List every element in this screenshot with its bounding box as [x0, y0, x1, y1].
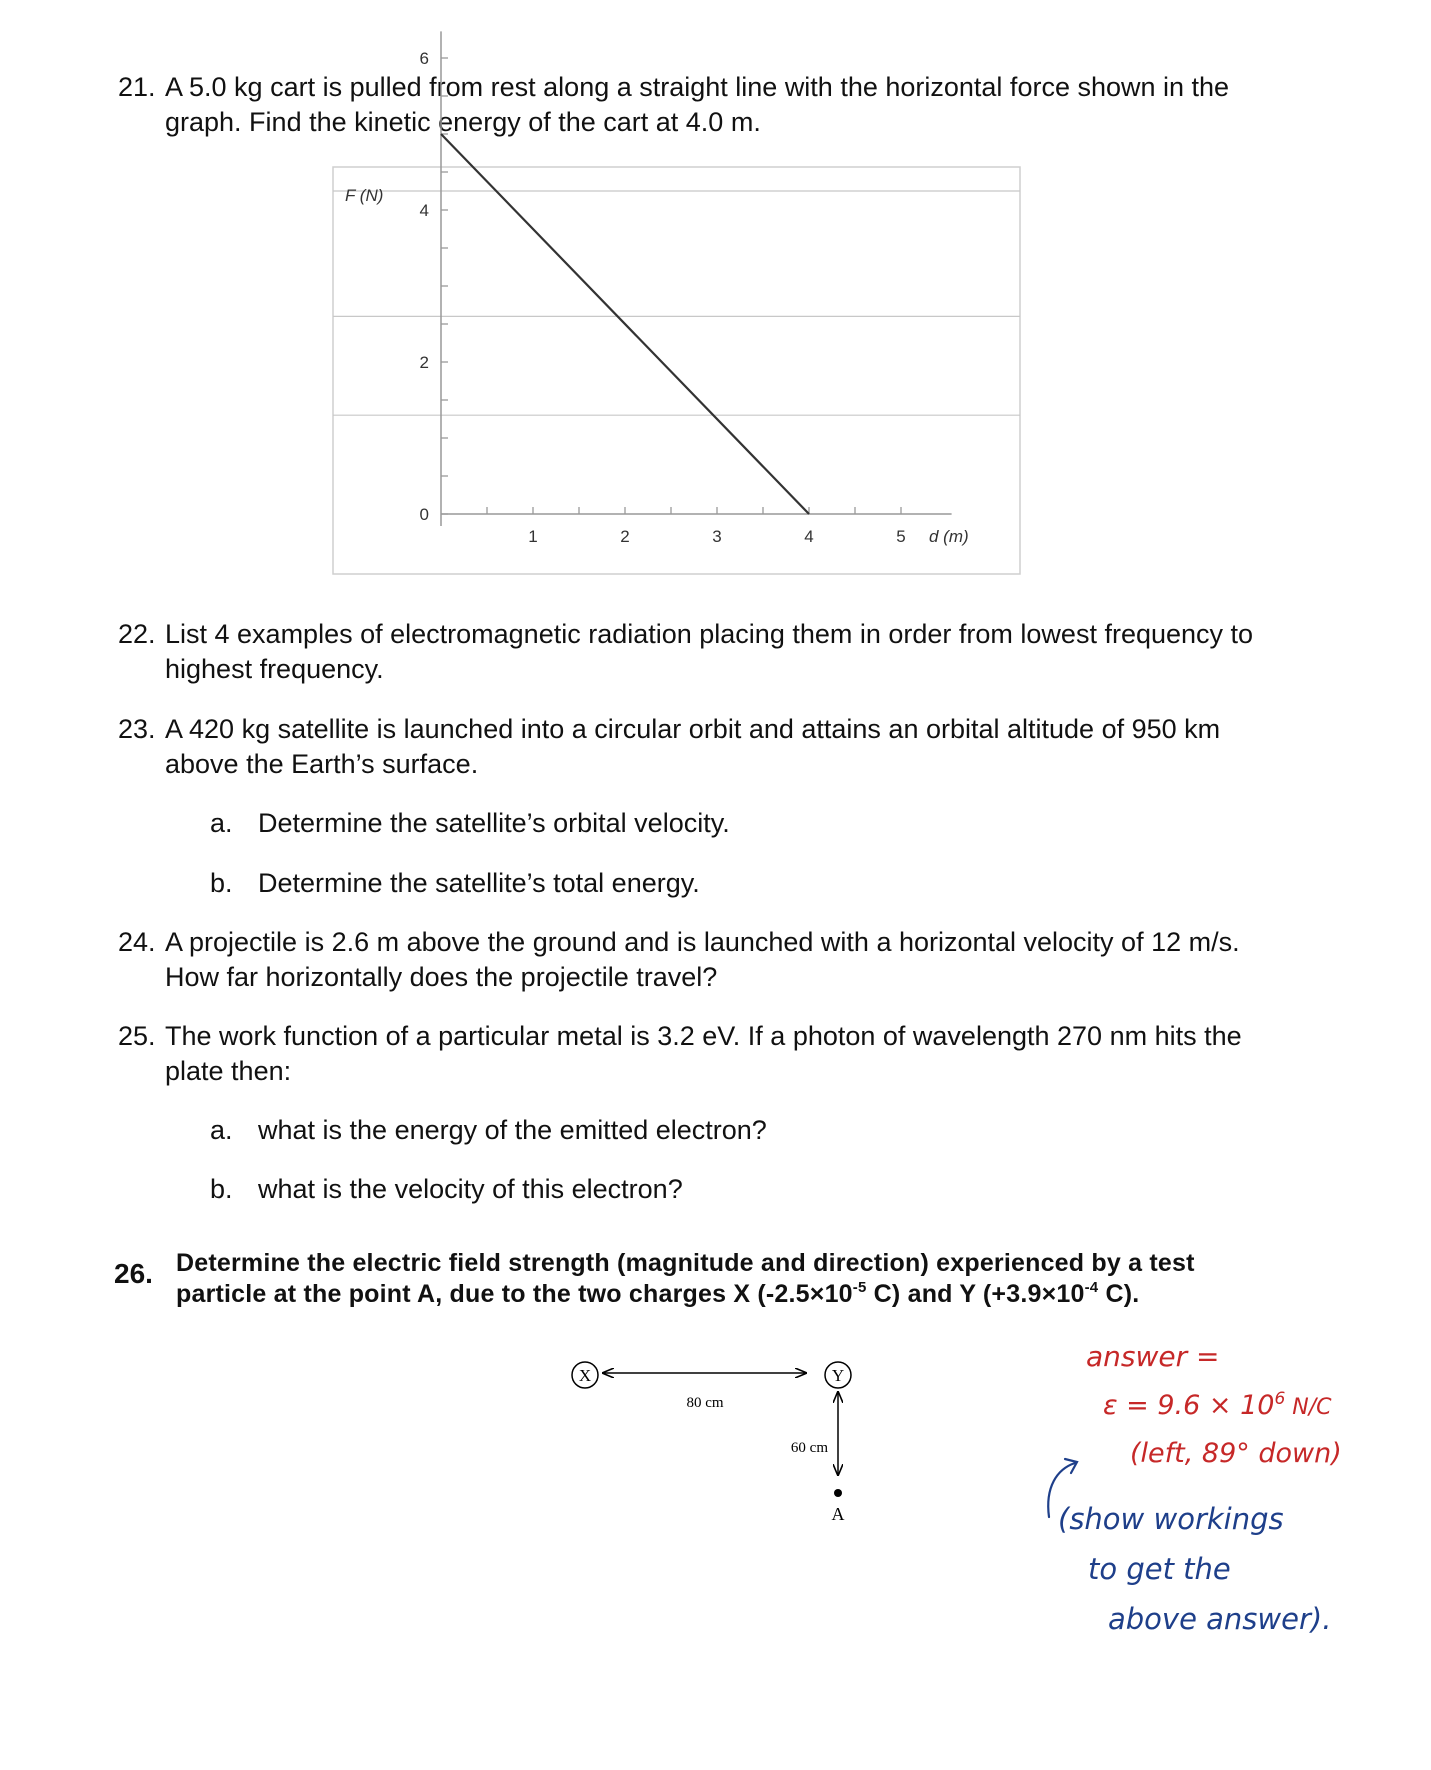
x-tick-label-2: 2: [620, 527, 630, 546]
question-text-line2-c: C).: [1098, 1280, 1140, 1308]
exponent-x: -5: [852, 1279, 867, 1296]
y-tick-label-0: 0: [419, 505, 429, 524]
point-a-dot: [834, 1489, 842, 1497]
answer-value-text: ε = 9.6 × 10: [1103, 1390, 1275, 1421]
question-text: List 4 examples of electromagnetic radiation placing them in order from lowest frequency to highest frequency.: [165, 619, 1254, 684]
question-text: A 5.0 kg cart is pulled from rest along a straight line with the horizontal force shown in the graph. Find the kinetic energy of the cart at 4.0 m.: [165, 72, 1230, 137]
question-number: 25.: [118, 1021, 156, 1051]
exponent-y: -4: [1084, 1279, 1099, 1296]
charge-y-label: Y: [831, 1366, 845, 1385]
question-text-line1: Determine the electric field strength (magnitude and direction) experienced by a test: [176, 1249, 1195, 1277]
part-text: Determine the satellite’s orbital velocity.: [258, 808, 730, 838]
question-22: [118, 617, 1298, 687]
question-23-part-a: [210, 806, 730, 841]
part-text: what is the velocity of this electron?: [258, 1174, 683, 1204]
question-25-part-a: [210, 1113, 767, 1148]
question-number: 23.: [118, 714, 156, 744]
part-label: b.: [210, 868, 233, 898]
question-text: [176, 1248, 1314, 1310]
charge-x-label: X: [578, 1366, 592, 1385]
handwritten-note-line3: above answer).: [1108, 1602, 1332, 1636]
question-text-line2-a: particle at the point A, due to the two charges X (-2.5×10: [176, 1280, 853, 1308]
x-tick-label-4: 4: [804, 527, 814, 546]
charge-diagram: [560, 1350, 880, 1545]
handwritten-note-line2: to get the: [1088, 1552, 1231, 1586]
part-text: Determine the satellite’s total energy.: [258, 868, 700, 898]
question-number: 21.: [118, 72, 156, 102]
x-tick-label-3: 3: [712, 527, 722, 546]
question-21: [118, 70, 1298, 140]
question-number: 26.: [114, 1258, 153, 1289]
y-tick-label-2: 2: [419, 353, 429, 372]
y-axis-label: F (N): [345, 185, 384, 205]
point-a-label: A: [831, 1504, 845, 1524]
question-text: The work function of a particular metal is 3.2 eV. If a photon of wavelength 270 nm hits the plate then:: [165, 1021, 1242, 1086]
question-number: 24.: [118, 927, 156, 957]
handwritten-answer-label: answer =: [1086, 1340, 1220, 1373]
handwritten-answer-direction: (left, 89° down): [1130, 1438, 1342, 1469]
question-number: 22.: [118, 619, 156, 649]
part-text: what is the energy of the emitted electron?: [258, 1115, 767, 1145]
question-24: [118, 925, 1298, 995]
question-23-part-b: [210, 866, 700, 901]
part-label: a.: [210, 1115, 233, 1145]
distance-ya-label: 60 cm: [790, 1440, 828, 1456]
question-text: A 420 kg satellite is launched into a circular orbit and attains an orbital altitude of 950 km above the Earth’s surface.: [165, 714, 1221, 779]
question-26: [114, 1248, 1314, 1310]
y-tick-label-4: 4: [419, 201, 429, 220]
x-tick-label-5: 5: [896, 527, 906, 546]
x-axis-label: d (m): [929, 527, 969, 546]
answer-exponent: 6: [1274, 1389, 1286, 1409]
question-text: A projectile is 2.6 m above the ground and is launched with a horizontal velocity of 12 m/s. How far horizontally does the projectile travel?: [165, 927, 1240, 992]
question-25: [118, 1019, 1298, 1089]
handwritten-answer-value: [1103, 1390, 1332, 1421]
x-tick-label-1: 1: [528, 527, 538, 546]
question-25-part-b: [210, 1172, 683, 1207]
y-tick-label-6: 6: [419, 49, 429, 68]
distance-xy-label: 80 cm: [686, 1395, 724, 1411]
question-23: [118, 712, 1298, 782]
part-label: a.: [210, 808, 233, 838]
handwritten-note-line1: (show workings: [1058, 1502, 1284, 1536]
part-label: b.: [210, 1174, 233, 1204]
question-text-line2-b: C) and Y (+3.9×10: [866, 1280, 1085, 1308]
answer-unit: N/C: [1285, 1395, 1332, 1420]
